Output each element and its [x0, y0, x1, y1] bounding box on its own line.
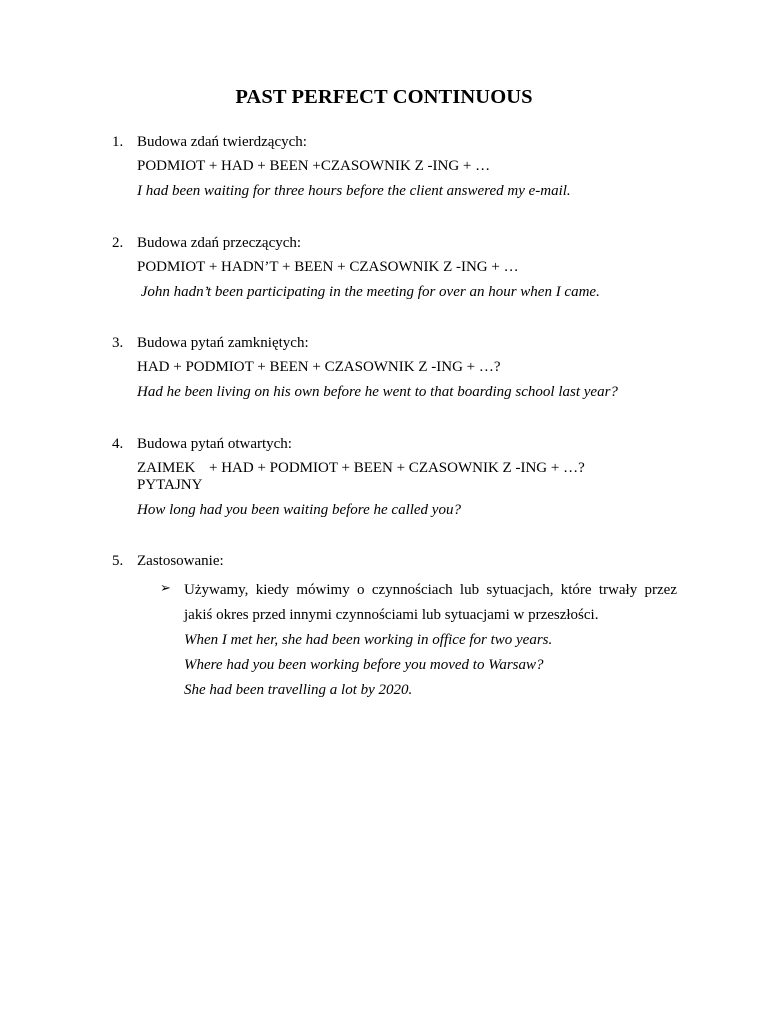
section-heading-text: Budowa zdań twierdzących:: [137, 134, 307, 150]
section-heading-text: Zastosowanie:: [137, 553, 224, 569]
section-number: 5.: [112, 553, 124, 569]
example-sentence: How long had you been waiting before he called you?: [137, 502, 461, 518]
example-sentence: Had he been living on his own before he went to that boarding school last year?: [137, 384, 618, 400]
section-number: 1.: [112, 134, 124, 150]
structure-formula: PODMIOT + HADN’T + BEEN + CZASOWNIK Z -ING + …: [137, 259, 519, 275]
usage-bullet: [112, 578, 677, 703]
example-sentence: I had been waiting for three hours before the client answered my e-mail.: [137, 183, 571, 199]
section-open-questions: [112, 435, 692, 519]
structure-formula: HAD + PODMIOT + BEEN + CZASOWNIK Z -ING + …?: [137, 359, 501, 375]
example-sentence: John hadn’t been participating in the meeting for over an hour when I came.: [137, 284, 600, 300]
section-affirmative: [112, 133, 692, 200]
section-heading: [112, 334, 692, 352]
section-number: 4.: [112, 436, 124, 452]
formula-rest: + HAD + PODMIOT + BEEN + CZASOWNIK Z -ING + …?: [209, 460, 585, 476]
section-heading: [112, 435, 692, 453]
usage-example: She had been travelling a lot by 2020.: [184, 682, 413, 698]
structure-formula: PODMIOT + HAD + BEEN +CZASOWNIK Z -ING + …: [137, 158, 491, 174]
section-heading-text: Budowa pytań otwartych:: [137, 436, 292, 452]
structure-formula: [112, 460, 692, 494]
section-heading-text: Budowa pytań zamkniętych:: [137, 335, 309, 351]
page-title: PAST PERFECT CONTINUOUS: [235, 86, 533, 108]
formula-word-pytajny: PYTAJNY: [137, 477, 203, 493]
section-heading: [112, 234, 692, 252]
usage-example: When I met her, she had been working in office for two years.: [184, 632, 553, 648]
section-number: 2.: [112, 235, 124, 251]
section-negative: [112, 234, 692, 301]
section-number: 3.: [112, 335, 124, 351]
usage-description: Używamy, kiedy mówimy o czynnościach lub sytuacjach, które trwały przez jakiś okres przed innymi czynnościami lub sytuacjami w przeszłości.: [184, 582, 677, 623]
section-usage: [112, 552, 692, 703]
arrow-bullet-icon: ➢: [160, 580, 171, 595]
section-heading: [112, 552, 692, 570]
section-heading-text: Budowa zdań przeczących:: [137, 235, 302, 251]
usage-example: Where had you been working before you moved to Warsaw?: [184, 657, 544, 673]
section-closed-questions: [112, 334, 692, 401]
formula-word-zaimek: ZAIMEK: [137, 460, 196, 476]
section-heading: [112, 133, 692, 151]
